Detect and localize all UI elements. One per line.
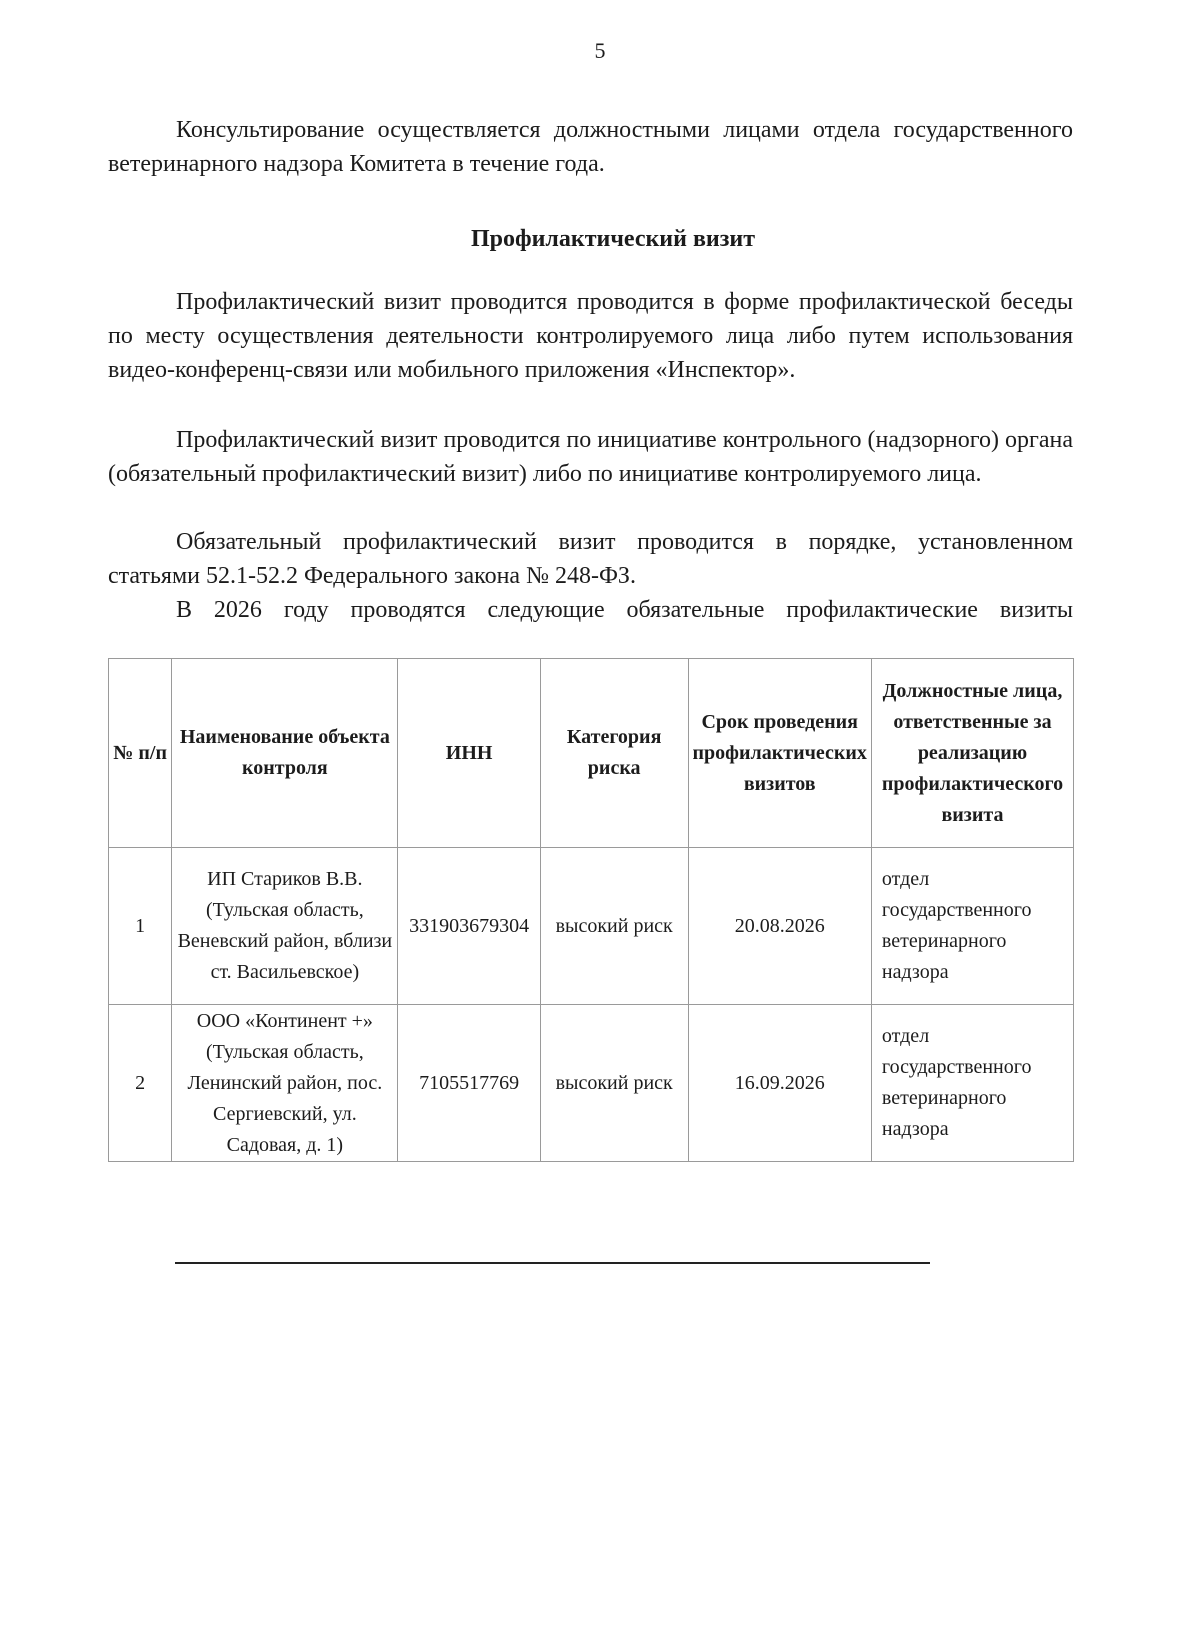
cell-date: 16.09.2026 [688,1005,871,1162]
cell-inn: 7105517769 [398,1005,540,1162]
section-heading: Профилактический визит [470,226,756,252]
cell-object: ИП Стариков В.В. (Тульская область, Веневский район, вблизи ст. Васильевское) [172,848,398,1005]
cell-risk: высокий риск [540,848,688,1005]
cell-date: 20.08.2026 [688,848,871,1005]
cell-number: 2 [109,1005,172,1162]
cell-object: ООО «Континент +» (Тульская область, Ленинский район, пос. Сергиевский, ул. Садовая, д. 1) [172,1005,398,1162]
cell-risk: высокий риск [540,1005,688,1162]
table-row [109,1005,1074,1162]
paragraph-visit-form: Профилактический визит проводится проводится в форме профилактической беседы по месту осуществления деятельности контролируемого лица либо путем использования видео-конференц-связи или мобильного приложения «Инспектор». [108,289,1073,383]
col-header-inn: ИНН [398,659,540,848]
page-number: 5 [594,38,606,63]
col-header-date: Срок проведения профилактических визитов [688,659,871,848]
paragraph-mandatory-visit: Обязательный профилактический визит проводится в порядке, установленном статьями 52.1-52.2 Федерального закона № 248-ФЗ. [108,529,1073,589]
col-header-number: № п/п [109,659,172,848]
col-header-responsible: Должностные лица, ответственные за реализацию профилактического визита [871,659,1073,848]
cell-number: 1 [109,848,172,1005]
col-header-object: Наименование объекта контроля [172,659,398,848]
paragraph-consulting: Консультирование осуществляется должностными лицами отдела государственного ветеринарного надзора Комитета в течение года. [108,117,1073,177]
col-header-risk: Категория риска [540,659,688,848]
cell-responsible: отдел государственного ветеринарного надзора [871,1005,1073,1162]
cell-inn: 331903679304 [398,848,540,1005]
paragraph-visit-initiative: Профилактический визит проводится по инициативе контрольного (надзорного) органа (обязательный профилактический визит) либо по инициативе контролируемого лица. [108,427,1073,487]
table-header-row [109,659,1074,848]
visits-table [108,658,1074,1162]
closing-rule [175,1262,930,1264]
table-row [109,848,1074,1005]
cell-responsible: отдел государственного ветеринарного надзора [871,848,1073,1005]
paragraph-visits-2026: В 2026 году проводятся следующие обязательные профилактические визиты [176,597,1073,623]
